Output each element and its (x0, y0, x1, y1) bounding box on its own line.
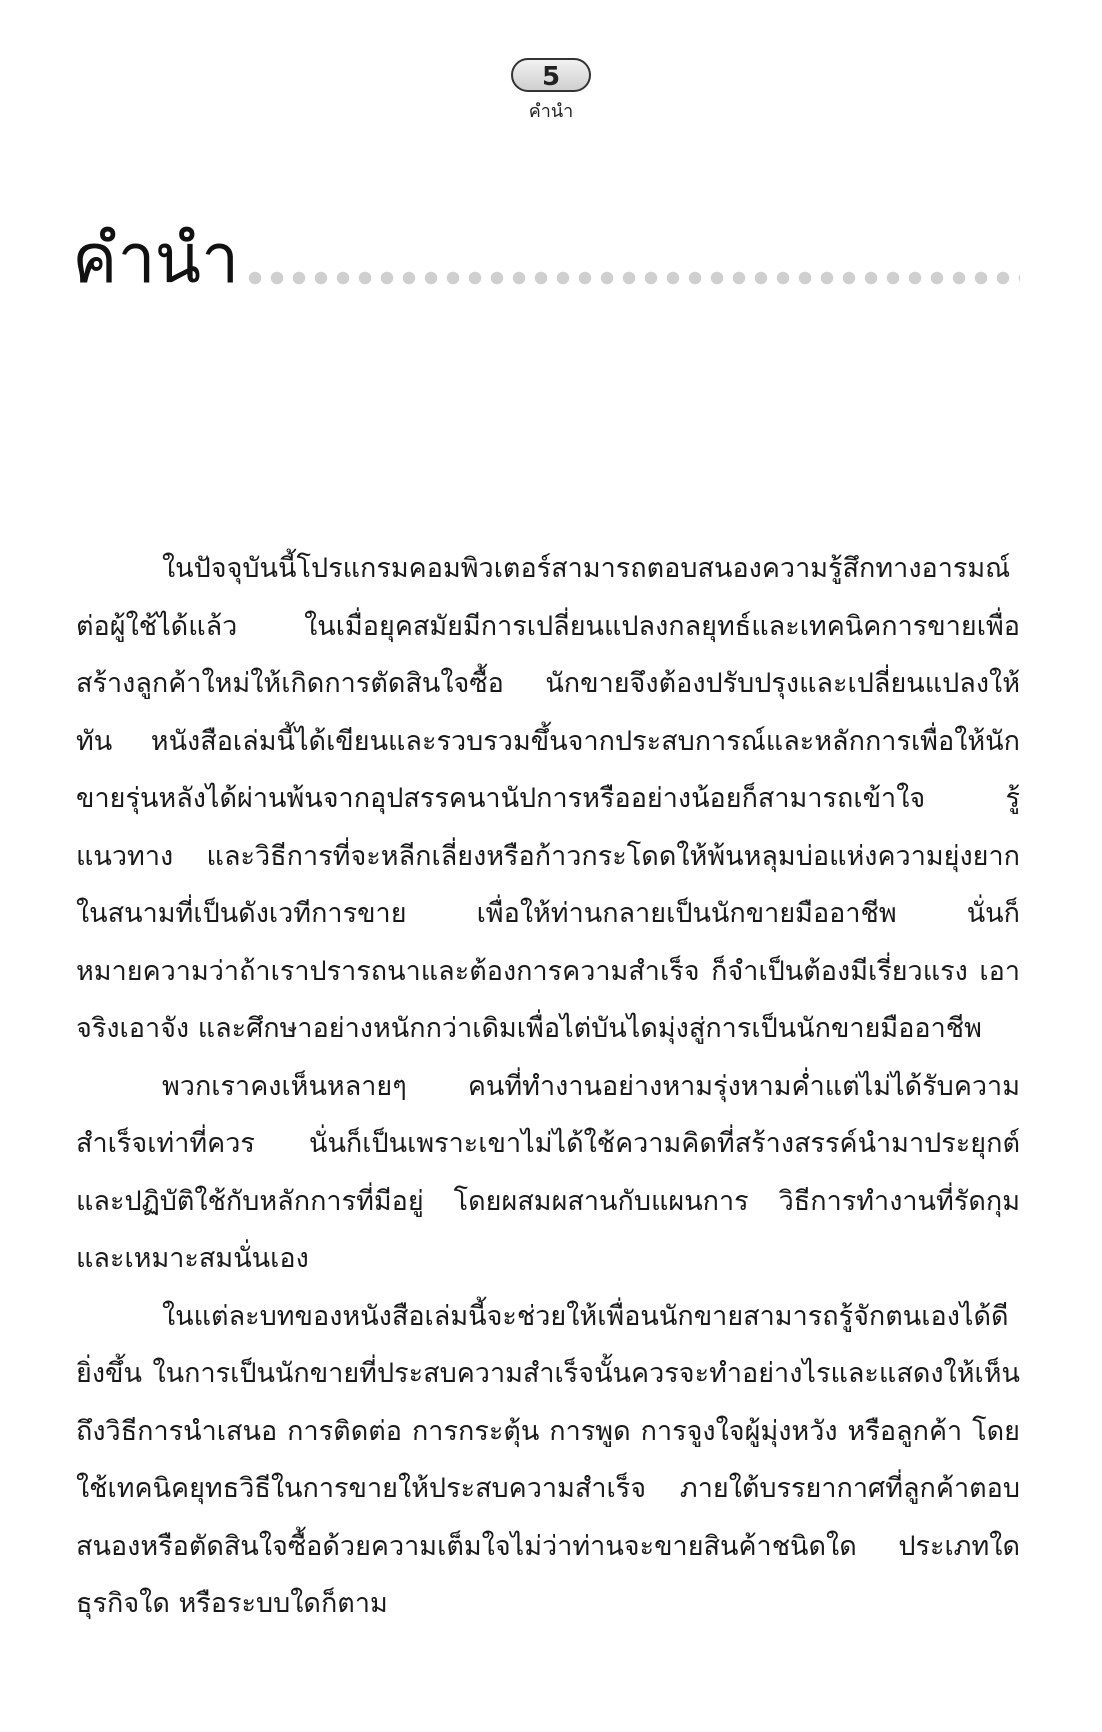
paragraph-3: ในแต่ละบทของหนังสือเล่มนี้จะช่วยให้เพื่อนนักขายสามารถรู้จักตนเองได้ดียิ่งขึ้น ในการเป็นนักขายที่ประสบความสำเร็จนั้นควรจะทำอย่างไรและแสดงให้เห็นถึงวิธีการนำเสนอ การติดต่อ การกระตุ้น การพูด การจูงใจผู้มุ่งหวัง หรือลูกค้า โดยใช้เทคนิคยุทธวิธีในการขายให้ประสบความสำเร็จ ภายใต้บรรยากาศที่ลูกค้าตอบสนองหรือตัดสินใจซื้อด้วยความเต็มใจไม่ว่าท่านจะขายสินค้าชนิดใด ประเภทใด ธุรกิจใด หรือระบบใดก็ตาม (76, 1300, 1020, 1619)
dotted-leader (244, 270, 1020, 286)
chapter-title: คำนำ (72, 220, 239, 299)
running-head: คำนำ (528, 101, 574, 122)
chapter-title-row (72, 200, 1020, 300)
paragraph-1: ในปัจจุบันนี้โปรแกรมคอมพิวเตอร์สามารถตอบสนองความรู้สึกทางอารมณ์ต่อผู้ใช้ได้แล้ว ในเมื่อยุคสมัยมีการเปลี่ยนแปลงกลยุทธ์และเทคนิคการขายเพื่อสร้างลูกค้าใหม่ให้เกิดการตัดสินใจซื้อ นักขายจึงต้องปรับปรุงและเปลี่ยนแปลงให้ทัน หนังสือเล่มนี้ได้เขียนและรวบรวมขึ้นจากประสบการณ์และหลักการเพื่อให้นักขายรุ่นหลังได้ผ่านพ้นจากอุปสรรคนานัปการหรืออย่างน้อยก็สามารถเข้าใจ รู้แนวทาง และวิธีการที่จะหลีกเลี่ยงหรือก้าวกระโดดให้พ้นหลุมบ่อแห่งความยุ่งยากในสนามที่เป็นดังเวทีการขาย เพื่อให้ท่านกลายเป็นนักขายมืออาชีพ นั่นก็หมายความว่าถ้าเราปรารถนาและต้องการความสำเร็จ ก็จำเป็นต้องมีเรี่ยวแรง เอาจริงเอาจัง และศึกษาอย่างหนักกว่าเดิมเพื่อไต่บันไดมุ่งสู่การเป็นนักขายมืออาชีพ (76, 553, 1020, 1044)
page-header (0, 58, 1102, 125)
body-text (76, 540, 1020, 1633)
page-number-badge: 5 (511, 58, 591, 92)
paragraph-2: พวกเราคงเห็นหลายๆ คนที่ทำงานอย่างหามรุ่งหามค่ำแต่ไม่ได้รับความสำเร็จเท่าที่ควร นั่นก็เป็นเพราะเขาไม่ได้ใช้ความคิดที่สร้างสรรค์นำมาประยุกต์และปฏิบัติใช้กับหลักการที่มีอยู่ โดยผสมผสานกับแผนการ วิธีการทำงานที่รัดกุม และเหมาะสมนั่นเอง (76, 1070, 1020, 1274)
